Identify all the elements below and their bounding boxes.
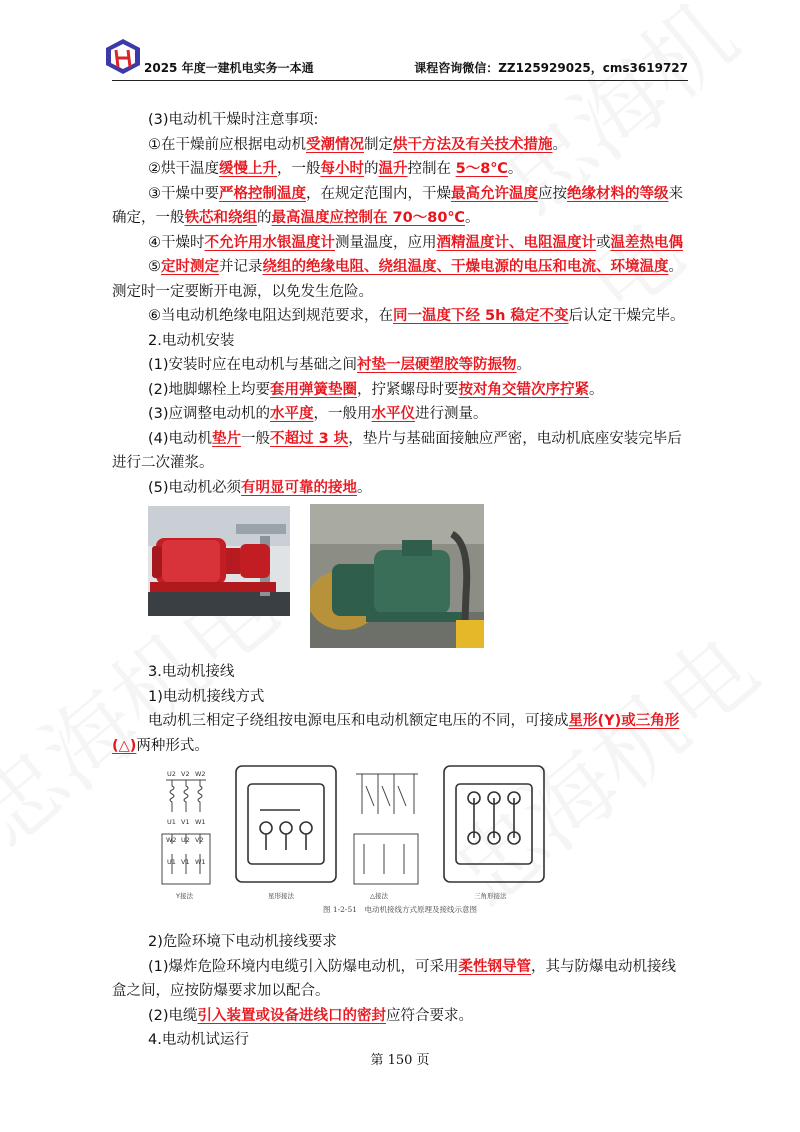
contact-info: 课程咨询微信：ZZ125929025，cms3619727 — [414, 61, 688, 75]
paragraph: 电动机三相定子绕组按电源电压和电动机额定电压的不同，可接成星形(Y)或三角形(△)两种形式。 — [112, 713, 680, 754]
list-item: ①在干燥前应根据电动机受潮情况制定烘干方法及有关技术措施。 — [148, 136, 567, 153]
figure-label-delta: △接法 — [370, 892, 388, 900]
term-label: W1 — [195, 818, 206, 826]
figure-label-y: Y接法 — [176, 892, 193, 900]
term-label: W2 — [166, 836, 177, 844]
term-label: U2 — [181, 836, 190, 844]
document-title: 2025 年度一建机电实务一本通 — [144, 61, 314, 75]
term-label: U1 — [167, 858, 176, 866]
term-label: V2 — [195, 836, 204, 844]
list-item: (5)电动机必须有明显可靠的接地。 — [148, 479, 372, 496]
motor-photos — [112, 504, 688, 648]
delta-connection-box — [444, 766, 544, 882]
subheading: 1)电动机接线方式 — [148, 688, 265, 705]
paragraph: (2)电缆引入装置或设备进线口的密封应符合要求。 — [148, 1007, 474, 1024]
list-item: (1)安装时应在电动机与基础之间衬垫一层硬塑胶等防振物。 — [148, 357, 532, 373]
figure-label-tri: 三角形接法 — [474, 892, 507, 900]
list-item: ⑤定时测定并记录绕组的绝缘电阻、绕组温度、干燥电源的电压和电流、环境温度。测定时一定要断开电源，以免发生危险。 — [112, 259, 683, 300]
list-item: ③干燥中要严格控制温度，在规定范围内，干燥最高允许温度应按绝缘材料的等级来确定，一般铁芯和绕组的最高温度应控制在 70～80℃。 — [112, 185, 683, 226]
delta-connection-schematic — [354, 774, 418, 884]
figure-label-star: 星形接法 — [268, 892, 294, 900]
paragraph: (1)爆炸危险环境内电缆引入防爆电动机，可采用柔性钢导管，其与防爆电动机接线盒之间，应按防爆要求加以配合。 — [112, 958, 677, 999]
term-label: U2 — [167, 770, 176, 778]
logo-icon — [100, 38, 146, 78]
term-label: W1 — [195, 858, 206, 866]
term-label: V1 — [181, 858, 190, 866]
list-item: (2)地脚螺栓上均要套用弹簧垫圈，拧紧螺母时要按对角交错次序拧紧。 — [148, 381, 604, 398]
term-label: V2 — [181, 770, 190, 778]
list-item: (3)应调整电动机的水平度，一般用水平仪进行测量。 — [148, 406, 488, 422]
section-heading: (3)电动机干燥时注意事项: — [148, 112, 319, 128]
page-number: 第 150 页 — [370, 1053, 430, 1068]
green-motor-photo — [310, 504, 484, 648]
y-connection-schematic — [162, 780, 210, 884]
list-item: ②烘干温度缓慢上升，一般每小时的温升控制在 5～8℃。 — [148, 161, 523, 177]
star-connection-box — [236, 766, 336, 882]
subheading: 2)危险环境下电动机接线要求 — [148, 934, 337, 950]
section-heading: 4.电动机试运行 — [148, 1032, 249, 1048]
section-heading: 3.电动机接线 — [148, 664, 235, 680]
wiring-figure — [112, 764, 688, 924]
term-label: V1 — [181, 818, 190, 826]
list-item: ⑥当电动机绝缘电阻达到规范要求，在同一温度下经 5h 稳定不变后认定干燥完毕。 — [148, 308, 685, 324]
term-label: U1 — [167, 818, 176, 826]
page-content — [112, 108, 688, 1053]
term-label: W2 — [195, 770, 206, 778]
list-item: (4)电动机垫片一般不超过 3 块，垫片与基础面接触应严密，电动机底座安装完毕后进行二次灌浆。 — [112, 430, 682, 471]
wiring-diagram — [156, 764, 652, 904]
section-heading: 2.电动机安装 — [148, 332, 235, 349]
figure-caption: 图 1-2-51 电动机接线方式原理及接线示意图 — [322, 905, 478, 914]
list-item: ④干燥时不允许用水银温度计测量温度，应用酒精温度计、电阻温度计或温差热电偶 — [148, 234, 683, 251]
page-header — [112, 40, 688, 81]
red-motor-photo — [148, 506, 290, 616]
